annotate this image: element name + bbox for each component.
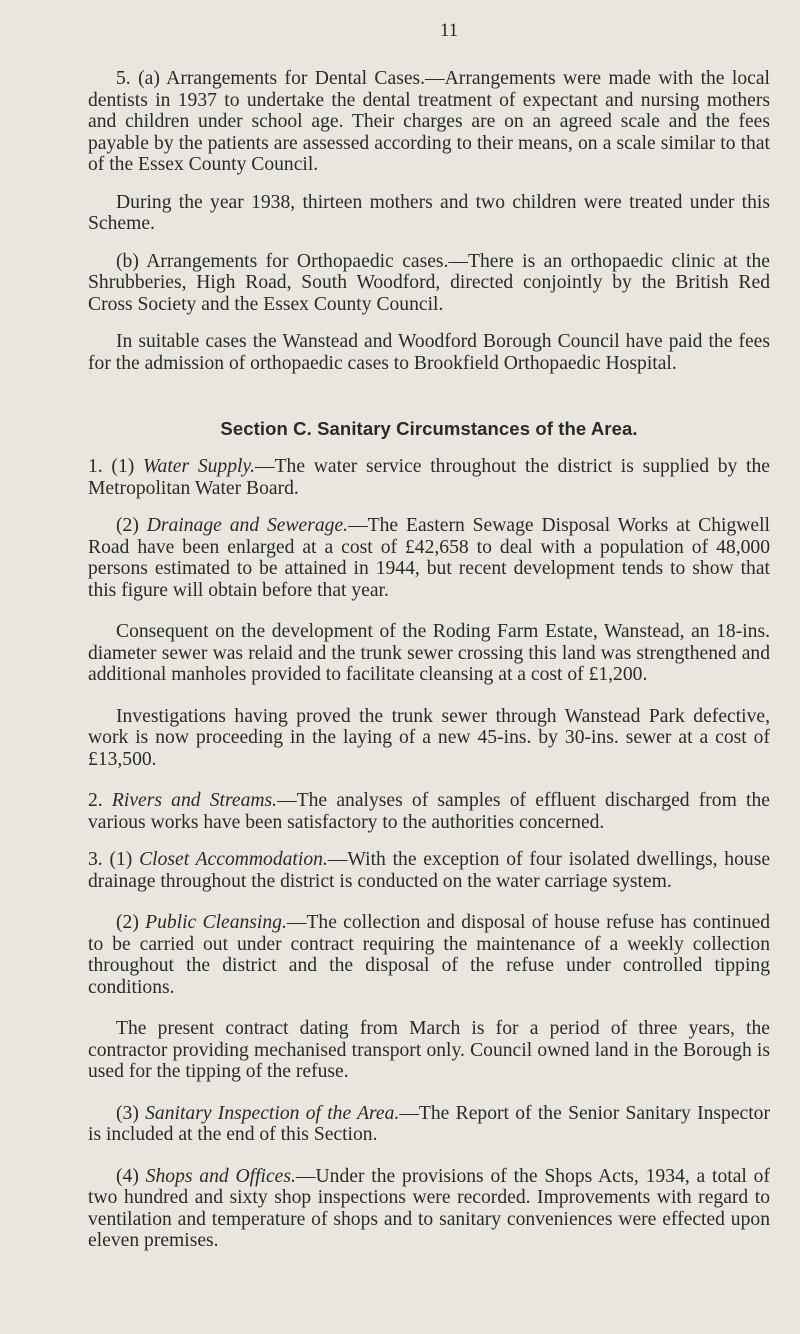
water-text: —The water service throughout the district is supplied by the Metropolitan Water Board.: [88, 456, 770, 499]
rivers-number: 2.: [88, 790, 112, 811]
orthopaedic-text: There is an orthopaedic clinic at the Shrubberies, High Road, South Woodford, directed conjointly by the British Red Cross Society and the Essex County Council.: [88, 250, 770, 315]
sanitary-inspection-paragraph: [88, 1103, 770, 1146]
page-number: 11: [439, 20, 459, 41]
drainage-title: Drainage and Sewerage.: [146, 515, 349, 536]
orthopaedic-lead: (b) Arrangements for Orthopaedic cases.—: [116, 250, 469, 272]
cleansing-title: Public Cleansing.: [145, 912, 287, 933]
inspection-title: Sanitary Inspection of the Area.: [145, 1102, 400, 1124]
inspection-number: (3): [116, 1102, 146, 1124]
orthopaedic-arrangements-paragraph: [88, 251, 770, 316]
closet-accommodation-paragraph: [88, 849, 770, 892]
cleansing-number: (2): [116, 912, 146, 933]
rivers-text: —The analyses of samples of effluent discharged from the various works have been satisfactory to the authorities concerned.: [88, 790, 770, 833]
shops-number: (4): [116, 1165, 146, 1187]
orthopaedic-fees-paragraph: In suitable cases the Wanstead and Woodford Borough Council have paid the fees for the admission of orthopaedic cases to Brookfield Orthopaedic Hospital.: [88, 331, 770, 374]
dental-lead: 5. (a) Arrangements for Dental Cases.—: [116, 68, 445, 89]
wanstead-park-paragraph: Investigations having proved the trunk sewer through Wanstead Park defective, work is now proceeding in the laying of a new 45-ins. by 30-ins. sewer at a cost of £13,500.: [88, 705, 770, 770]
dental-text: Arrangements were made with the local dentists in 1937 to undertake the dental treatment of expectant and nursing mothers and children under school age. Their charges are on an agreed scale and the fees payable by the patients are assessed according to their means, on a scale similar to that of the Essex County Council.: [88, 68, 770, 175]
dental-treated-paragraph: During the year 1938, thirteen mothers and two children were treated under this Scheme.: [88, 191, 770, 234]
water-number: 1. (1): [88, 456, 144, 477]
drainage-text: —The Eastern Sewage Disposal Works at Chigwell Road have been enlarged at a cost of £42,658 to deal with a population of 48,000 persons estimated to be attained in 1944, but recent development tends to show that this figure will obtain before that year.: [88, 515, 770, 601]
closet-text: —With the exception of four isolated dwellings, house drainage throughout the district is conducted on the water carriage system.: [88, 849, 771, 892]
closet-title: Closet Accommodation.: [139, 849, 328, 870]
rivers-streams-paragraph: [88, 790, 770, 833]
water-title: Water Supply.: [143, 456, 255, 477]
shops-title: Shops and Offices.: [145, 1165, 296, 1187]
cleansing-text: —The collection and disposal of house refuse has continued to be carried out under contract requiring the maintenance of a weekly collection throughout the district and the disposal of the refuse under controlled tipping conditions.: [88, 912, 770, 998]
dental-arrangements-paragraph: [88, 68, 770, 176]
refuse-contract-paragraph: The present contract dating from March is for a period of three years, the contractor providing mechanised transport only. Council owned land in the Borough is used for the tipping of the refuse.: [88, 1018, 770, 1082]
closet-number: 3. (1): [88, 849, 140, 870]
drainage-paragraph: [88, 515, 770, 601]
public-cleansing-paragraph: [88, 912, 770, 998]
rivers-title: Rivers and Streams.: [111, 790, 278, 811]
section-c-heading: Section C. Sanitary Circumstances of the Area.: [220, 418, 638, 439]
roding-farm-paragraph: Consequent on the development of the Roding Farm Estate, Wanstead, an 18-ins. diameter sewer was relaid and the trunk sewer crossing this land was strengthened and additional manholes provided to facilitate cleansing at a cost of £1,200.: [88, 621, 770, 685]
inspection-text: —The Report of the Senior Sanitary Inspector is included at the end of this Section.: [88, 1102, 770, 1145]
shops-offices-paragraph: [88, 1166, 770, 1252]
water-supply-paragraph: [88, 456, 770, 499]
drainage-number: (2): [116, 515, 147, 536]
shops-text: —Under the provisions of the Shops Acts, 1934, a total of two hundred and sixty shop inspections were recorded. Improvements with regard to ventilation and temperature of shops and to sanitary conveniences were effected upon eleven premises.: [88, 1165, 771, 1251]
